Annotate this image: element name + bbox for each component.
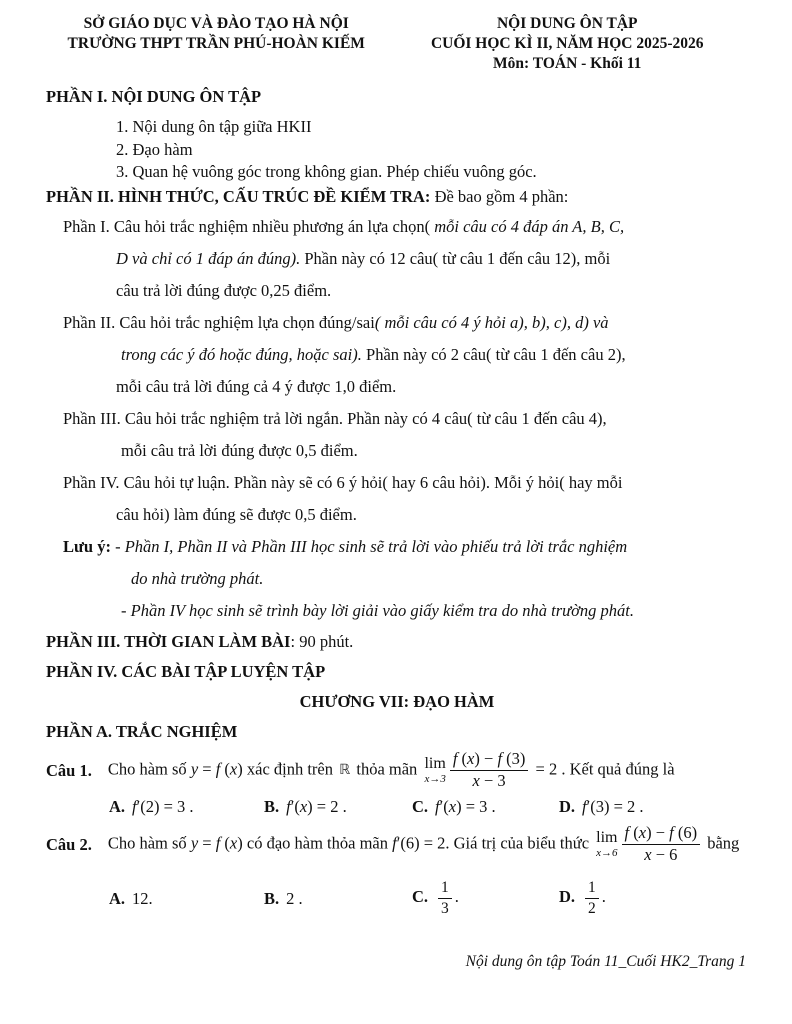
text-run: f (452, 749, 458, 769)
limit-word: lim (596, 829, 618, 846)
text-run: mỗi câu trả lời đúng được 0,5 điểm. (121, 440, 358, 460)
text-run: f (215, 833, 221, 853)
question-1-options (46, 797, 748, 817)
text-run: ( (220, 833, 230, 853)
text-run: Phần IV. Câu hỏi tự luận. Phần này sẽ có 6 ý hỏi( hay 6 câu hỏi). Mỗi ý hỏi( hay mỗi (63, 472, 623, 492)
text-run: = (198, 759, 216, 779)
doc-line (46, 499, 748, 531)
text-run: Phần III. Câu hỏi trắc nghiệm trả lời ngắn. Phần này có 4 câu( từ câu 1 đến câu 4), (63, 408, 607, 428)
text-run: ( (629, 823, 639, 843)
limit-subscript: x→3 (424, 773, 446, 785)
text-run: = (198, 833, 216, 853)
doc-subtitle: CUỐI HỌC KÌ II, NĂM HỌC 2025-2026 (430, 35, 704, 52)
text-run: f (392, 833, 397, 853)
part4-title: PHẦN IV. CÁC BÀI TẬP LUYỆN TẬP (46, 661, 326, 681)
option-c-label: C. (412, 796, 429, 816)
option-d-value (582, 797, 644, 816)
page-footer: Nội dung ôn tập Toán 11_Cuối HK2_Trang 1 (465, 953, 746, 970)
text-run: ) = 3 . (456, 796, 496, 816)
document-header (46, 14, 748, 74)
text-run: x (638, 823, 647, 843)
doc-line (46, 403, 748, 435)
question-1 (46, 747, 748, 795)
option-b-value (286, 797, 347, 816)
text-run: x (448, 796, 457, 816)
option-c (412, 797, 559, 817)
fraction-denominator: 2 (588, 900, 596, 917)
doc-title: NỘI DUNG ÔN TẬP (496, 15, 638, 32)
doc-line: 2. Đạo hàm (116, 139, 193, 159)
text-run: ( mỗi câu có 4 ý hỏi a), b), c), d) và (374, 312, 609, 332)
part2-lines (46, 211, 748, 627)
text-run: x (299, 796, 308, 816)
part1-title: PHẦN I. NỘI DUNG ÔN TẬP (46, 87, 262, 106)
doc-line (46, 531, 748, 563)
text-run: Phần này có 2 câu( từ câu 1 đến câu 2), (366, 344, 626, 364)
question-2 (46, 819, 748, 871)
text-run: f (286, 796, 291, 816)
question-1-mid (352, 759, 421, 778)
part2-title (46, 186, 748, 208)
limit-word: lim (424, 755, 446, 772)
limit-subscript: x→6 (596, 847, 618, 859)
text-run: ′( (439, 796, 449, 816)
option-c (412, 879, 559, 918)
text-run: Cho hàm số (107, 833, 191, 853)
option-b-label: B. (264, 888, 280, 908)
doc-line: 1. Nội dung ôn tập giữa HKII (116, 117, 312, 136)
doc-line (46, 339, 748, 371)
text-run: mỗi câu có 4 đáp án A, B, C, (434, 216, 625, 236)
option-b-value (286, 889, 303, 908)
fraction-denominator (622, 845, 701, 865)
text-run: ′( (290, 796, 300, 816)
option-d-label: D. (559, 796, 576, 816)
chapter-title: CHƯƠNG VII: ĐẠO HÀM (299, 691, 495, 711)
text-run: ) có đạo hàm thỏa mãn (237, 833, 393, 853)
text-run: ( (220, 759, 230, 779)
text-run: ) = 2 . (307, 796, 347, 816)
text-run: Phần I. Câu hỏi trắc nghiệm nhiều phương án lựa chọn( (63, 216, 435, 236)
part1-items (116, 116, 748, 184)
text-run: D và chỉ có 1 đáp án đúng). (116, 248, 305, 268)
text-run: f (582, 796, 587, 816)
text-run: ) − (474, 749, 498, 769)
option-a-value (132, 797, 194, 816)
text-run: Phần II. Câu hỏi trắc nghiệm lựa chọn đúng/sai (63, 312, 375, 332)
text-run: ′(3) = 2 . (586, 796, 644, 816)
text-run: f (132, 796, 137, 816)
fraction (438, 879, 452, 918)
limit-operator (424, 756, 445, 785)
header-right-block (386, 14, 748, 74)
option-a-value (132, 889, 153, 908)
doc-line (46, 435, 748, 467)
fraction (450, 750, 529, 791)
option-c-value (435, 797, 496, 816)
text-run: f (669, 823, 674, 843)
doc-line (46, 371, 748, 403)
text-run: x (467, 749, 475, 769)
limit-operator (596, 830, 617, 859)
school-name-line: TRƯỜNG THPT TRẦN PHÚ-HOÀN KIẾM (67, 35, 365, 52)
text-run: bằng (703, 833, 740, 853)
option-c-suffix: . (454, 887, 459, 907)
option-b (264, 889, 412, 909)
subject-line: Môn: TOÁN - Khối 11 (493, 55, 642, 72)
text-run: x (644, 845, 652, 864)
doc-line (46, 275, 748, 307)
real-numbers-symbol: ℝ (339, 762, 351, 779)
part2-title-rest: Đề bao gồm 4 phần: (430, 186, 569, 206)
text-run: câu hỏi) làm đúng sẽ được 0,5 điểm. (116, 504, 357, 524)
text-run: câu trả lời đúng được 0,25 điểm. (116, 280, 332, 300)
text-run: ) xác định trên (237, 759, 338, 779)
text-run: trong các ý đó hoặc đúng, hoặc sai). (121, 344, 367, 364)
fraction-numerator: 1 (585, 879, 599, 899)
option-c-label: C. (412, 887, 429, 907)
school-board-line: SỞ GIÁO DỤC VÀ ĐÀO TẠO HÀ NỘI (83, 15, 349, 32)
part3-title (46, 627, 748, 657)
question-2-body (108, 824, 739, 865)
text-run: x (472, 771, 480, 790)
question-1-pre (108, 759, 337, 778)
text-run: − 3 (479, 771, 506, 790)
doc-line (46, 467, 748, 499)
doc-line (46, 307, 748, 339)
text-run: do nhà trường phát. (131, 568, 264, 588)
text-run: x (229, 759, 238, 779)
option-a (109, 797, 264, 817)
partA-title: PHẦN A. TRẮC NGHIỆM (46, 721, 238, 741)
part2-title-bold: PHẦN II. HÌNH THỨC, CẤU TRÚC ĐỀ KIỂM TRA: (46, 186, 431, 206)
text-run: Lưu ý: (63, 536, 116, 556)
question-2-post (703, 833, 739, 852)
option-d (559, 797, 748, 817)
option-d (559, 879, 748, 918)
doc-line (46, 595, 748, 627)
doc-line (46, 243, 748, 275)
doc-line (46, 563, 748, 595)
text-run: ( (457, 749, 468, 769)
text-run: y (190, 833, 199, 853)
text-run: f (497, 749, 503, 769)
question-2-pre (108, 833, 593, 852)
option-b (264, 797, 412, 817)
text-run: thỏa mãn (352, 759, 422, 779)
header-left-block (46, 14, 386, 54)
question-2-label: Câu 2. (46, 834, 92, 854)
text-run: y (190, 759, 199, 779)
option-a (109, 889, 264, 909)
text-run: f (435, 796, 440, 816)
text-run: 2 . (286, 888, 303, 908)
part3-title-bold: PHẦN III. THỜI GIAN LÀM BÀI (46, 631, 291, 651)
option-a-label: A. (109, 888, 126, 908)
question-1-post (531, 759, 674, 778)
text-run: 12. (132, 888, 153, 908)
option-b-label: B. (264, 796, 280, 816)
fraction (622, 824, 701, 865)
fraction-denominator (450, 771, 529, 791)
text-run: f (215, 759, 221, 779)
doc-line (46, 211, 748, 243)
fraction-numerator (622, 824, 701, 845)
fraction-numerator: 1 (438, 879, 452, 899)
text-run: x (229, 833, 238, 853)
part3-title-rest: : 90 phút. (290, 631, 354, 651)
fraction-numerator (450, 750, 529, 771)
text-run: mỗi câu trả lời đúng cả 4 ý được 1,0 điểm. (116, 376, 397, 396)
option-d-suffix: . (601, 887, 606, 907)
option-a-label: A. (109, 796, 126, 816)
text-run: Phần này có 12 câu( từ câu 1 đến câu 12), mỗi (304, 248, 611, 268)
text-run: Cho hàm số (107, 759, 191, 779)
text-run: − 6 (651, 845, 678, 864)
option-d-label: D. (559, 887, 576, 907)
doc-line: 3. Quan hệ vuông góc trong không gian. Phép chiếu vuông góc. (116, 162, 537, 181)
text-run: ′(6) = 2. Giá trị của biểu thức (396, 833, 594, 853)
text-run: (6) (673, 823, 698, 843)
question-1-body (108, 750, 675, 791)
fraction-denominator: 3 (441, 900, 449, 917)
text-run: ′(2) = 3 . (136, 796, 194, 816)
fraction (585, 879, 599, 918)
text-run: = 2 . Kết quả đúng là (531, 759, 675, 779)
text-run: f (624, 823, 630, 843)
text-run: - Phần IV học sinh sẽ trình bày lời giải vào giấy kiểm tra do nhà trường phát. (121, 600, 635, 620)
text-run: ) − (646, 823, 670, 843)
question-1-label: Câu 1. (46, 760, 92, 780)
text-run: - Phần I, Phần II và Phần III học sinh sẽ trả lời vào phiếu trả lời trắc nghiệm (115, 536, 628, 556)
question-2-options (46, 877, 748, 921)
text-run: (3) (502, 749, 526, 769)
